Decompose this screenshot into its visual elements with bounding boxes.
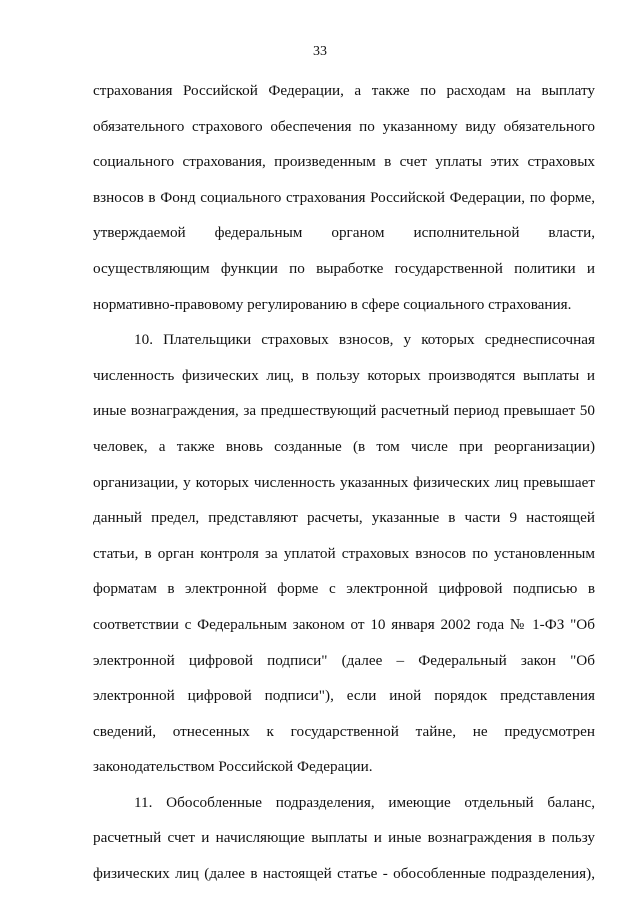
text-line: осуществляющим функции по выработке государственной политики и bbox=[93, 259, 595, 277]
text-line: статьи, в орган контроля за уплатой страховых взносов по установленным bbox=[93, 544, 595, 562]
text-line: законодательством Российской Федерации. bbox=[93, 758, 373, 776]
text-line: электронной цифровой подписи" (далее – Федеральный закон "Об bbox=[93, 651, 595, 669]
text-line: численность физических лиц, в пользу которых производятся выплаты и bbox=[93, 366, 595, 384]
text-line: физических лиц (далее в настоящей статье - обособленные подразделения), bbox=[93, 865, 595, 883]
text-line: утверждаемой федеральным органом исполнительной власти, bbox=[93, 224, 595, 242]
text-line: социального страхования, произведенным в счет уплаты этих страховых bbox=[93, 153, 595, 171]
text-line: соответствии с Федеральным законом от 10 января 2002 года № 1-ФЗ "Об bbox=[93, 615, 595, 633]
text-line: нормативно-правовому регулированию в сфере социального страхования. bbox=[93, 295, 572, 313]
text-line: иные вознаграждения, за предшествующий расчетный период превышает 50 bbox=[93, 402, 595, 420]
text-line: обязательного страхового обеспечения по указанному виду обязательного bbox=[93, 117, 595, 135]
text-line: форматам в электронной форме с электронной цифровой подписью в bbox=[93, 580, 595, 598]
text-line: взносов в Фонд социального страхования Российской Федерации, по форме, bbox=[93, 188, 595, 206]
document-body bbox=[93, 79, 595, 898]
text-line: расчетный счет и начисляющие выплаты и иные вознаграждения в пользу bbox=[93, 829, 595, 847]
paragraph-10-start: 10. Плательщики страховых взносов, у которых среднесписочная bbox=[134, 331, 595, 349]
text-line: страхования Российской Федерации, а также по расходам на выплату bbox=[93, 82, 595, 99]
text-line: данный предел, представляют расчеты, указанные в части 9 настоящей bbox=[93, 509, 595, 527]
paragraph-11-start: 11. Обособленные подразделения, имеющие отдельный баланс, bbox=[134, 793, 595, 811]
text-line: электронной цифровой подписи"), если иной порядок представления bbox=[93, 687, 595, 705]
text-line: человек, а также вновь созданные (в том числе при реорганизации) bbox=[93, 437, 595, 455]
text-line: сведений, отнесенных к государственной тайне, не предусмотрен bbox=[93, 722, 595, 740]
page-number: 33 bbox=[313, 44, 327, 59]
text-line: организации, у которых численность указанных физических лиц превышает bbox=[93, 473, 595, 491]
